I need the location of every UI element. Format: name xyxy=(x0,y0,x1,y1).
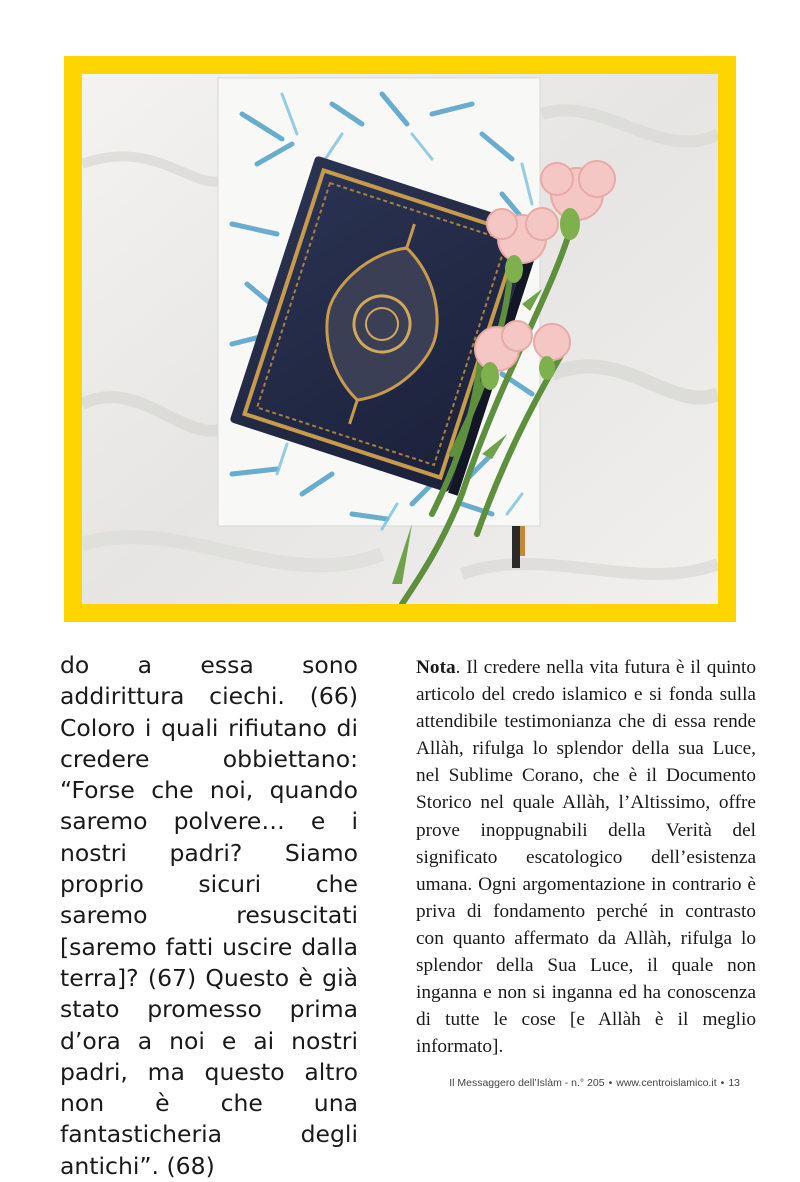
footer-separator: • xyxy=(608,1077,613,1089)
page-footer xyxy=(449,1077,740,1089)
verse-text: do a essa sono addirittura ciechi. (66) Coloro i quali rifiutano di credere obbiettano: “Forse che noi, quando saremo polvere… e i nostri padri? Siamo proprio sicuri che saremo resuscitati [saremo fatti uscire dalla terra]? (67) Questo è già stato promesso prima d’ora a noi e ai nostri padri, ma questo altro non è che una fantasticheria degli antichi”. (68) xyxy=(60,651,358,1180)
quran-photo xyxy=(82,74,718,604)
footer-separator-2: • xyxy=(720,1077,725,1089)
note-paragraph xyxy=(416,654,756,1060)
website-link[interactable]: www.centroislamico.it xyxy=(616,1077,717,1089)
verse-column xyxy=(60,650,358,1182)
note-column xyxy=(416,654,756,1060)
photo-illustration xyxy=(82,74,718,604)
photo-frame xyxy=(64,56,736,622)
page-number: 13 xyxy=(728,1077,740,1089)
publication-title: Il Messaggero dell’Islàm - n.° 205 xyxy=(449,1077,605,1089)
note-text: . Il credere nella vita futura è il quinto articolo del credo islamico e si fonda sulla attendibile testimonianza che di essa rende Allàh, rifulga lo splendor della sua Luce, nel Sublime Corano, che è il Documento Storico nel quale Allàh, l’Altissimo, offre prove inoppugnabili della Verità del significato escatologico dell’esistenza umana. Ogni argomentazione in contrario è priva di fondamento perché in contrasto con quanto affermato da Allàh, rifulga lo splendor della Sua Luce, il quale non inganna e non si inganna ed ha conoscenza di tutte le cose [e Allàh è il meglio informato]. xyxy=(416,657,756,1058)
note-label: Nota xyxy=(416,657,456,678)
